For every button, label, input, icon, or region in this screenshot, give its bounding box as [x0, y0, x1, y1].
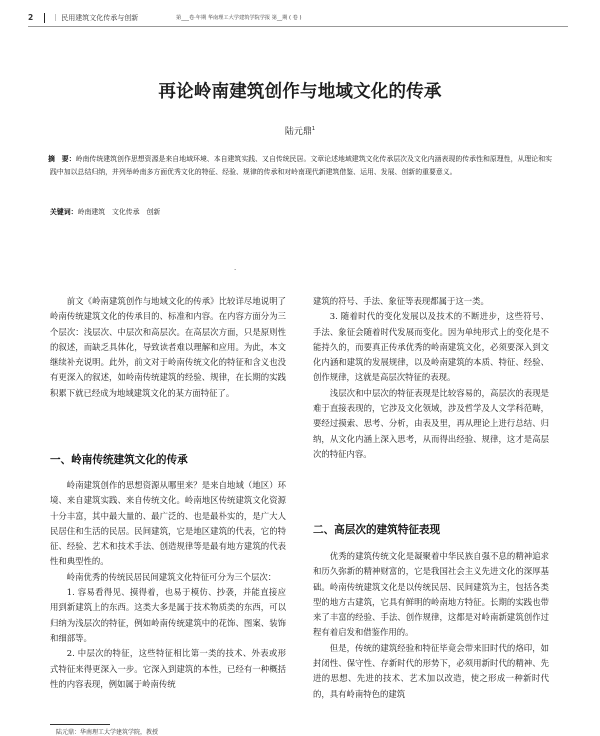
paragraph: 1. 容易看得见、摸得着，也易于模仿、抄袭，并能直接应用到新建筑上的东西。这类大多是属于技术物质类的东西，可以归纳为浅层次的特征，例如岭南传统建筑中的花饰、图案、装饰和细部等。: [50, 587, 286, 643]
paragraph: 建筑的符号、手法、象征等表现都属于这一类。: [313, 296, 489, 306]
author-mark: 1: [311, 126, 316, 132]
issue-info: 第___卷·年期 华南理工大学建筑学院学报 第__期 ( 卷 ): [176, 15, 302, 21]
paragraph: 岭南优秀的传统民居民间建筑文化特征可分为三个层次：: [66, 571, 277, 582]
section-heading-2: 二、高层次的建筑特征表现: [313, 524, 441, 536]
paragraph: 但是，传统的建筑经验和特征毕竟会带来旧时代的烙印，如封闭性、保守性、存新时代的形势下，必须用新时代的精神、先进的思想、先进的技术、艺术加以改造，使之形成一种新时代的，具有岭南特色的建筑: [313, 642, 549, 699]
abstract-label: 摘 要：: [48, 155, 76, 163]
keywords: [50, 206, 552, 218]
paragraph: 3. 随着时代的变化发展以及技术的不断进步，这些符号、手法、象征会随着时代发展而变化。因为单纯形式上的变化是不能持久的，而要真正传承优秀的岭南建筑文化，必须要深入到文化内涵和建筑的发展规律，以及岭南建筑的本质、特征、经验、创作规律，这就是高层次特征的表现。: [313, 311, 549, 383]
paragraph: 优秀的建筑传统文化是凝聚着中华民族自强不息的精神追求和历久弥新的精神财富的，它是我国社会主义先进文化的深厚基础。岭南传统建筑文化是以传统民居、民间建筑为主，包括各类型的地方古建筑，它具有鲜明的岭南地方特征。长期的实践也带来了丰富的经验、手法、创作规律，这都是对岭南新建筑创作过程有着启发和借鉴作用的。: [313, 551, 549, 638]
left-column-intro: [50, 294, 286, 401]
running-header: [28, 11, 568, 25]
article-title: 再论岭南建筑创作与地域文化的传承: [158, 82, 442, 102]
header-divider: [44, 13, 45, 23]
keywords-text: 岭南建筑 文化传承 创新: [77, 208, 161, 216]
paragraph: 浅层次和中层次的特征表现是比较容易的，高层次的表现是难于直接表现的，它涉及文化领域，涉及哲学及人文学科范畴，要经过摸索、思考、分析，由表及里，再从理论上进行总结、归纳，从文化内涵上深入思考，从而得出经验、规律，这才是高层次的特征内容。: [313, 387, 549, 459]
author-name: 陆元鼎: [284, 127, 312, 137]
section-heading-1: 一、岭南传统建筑文化的传承: [50, 454, 188, 466]
intro-paragraph: 前文《岭南建筑创作与地域文化的传承》比较详尽地说明了岭南传统建筑文化的传承目的、标准和内容。在内容方面分为三个层次：浅层次、中层次和高层次。在高层次方面，只是原则性的叙述，而缺乏具体化，导致读者难以理解和应用。为此，本文继续补充说明。此外，前文对于岭南传统文化的特征和含义也没有更深入的叙述，如岭南传统建筑的经验、规律，在长期的实践积累下就已经成为地域建筑文化的某方面特征了。: [50, 296, 286, 398]
author-line: [240, 124, 360, 137]
paragraph: 2. 中层次的特征，这些特征相比第一类的技术、外表或形式特征来得更深入一步。它深入到建筑的本性，已经有一种概括性的内容表现，例如属于岭南传统: [50, 648, 286, 689]
right-column-section2: [313, 549, 549, 702]
right-column-top: [313, 294, 549, 462]
header-rule: [28, 26, 568, 27]
separator-dot: ·: [234, 266, 237, 274]
page-number: 2: [28, 13, 34, 22]
footnote: 陆元鼎：华南理工大学建筑学院，教授: [56, 729, 159, 736]
footnote-rule: [50, 724, 110, 725]
abstract: [50, 153, 552, 180]
journal-name: ｜ 民用建筑文化传承与创新: [52, 14, 139, 22]
keywords-label: 关键词：: [50, 208, 78, 216]
paragraph: 岭南建筑创作的思想资源从哪里来？是来自地域（地区）环境、来自建筑实践、来自传统文化。岭南地区传统建筑文化资源十分丰富，其中最大量的、最广泛的、也是最朴实的，是广大人民居住和生活的民居。民间建筑，它是地区建筑的代表，它的特征、经验、艺术和技术手法、创造规律等是最有地方建筑的代表性和典型性的。: [50, 480, 286, 567]
abstract-text: 岭南传统建筑创作思想资源是来自地域环境、本自建筑实践、又自传统民居。文章论述地域建筑文化传承层次及文化内涵表现的传承性和原理性，从理论和实践中加以总结归纳，并列举岭南多方面优秀文化的特征、经验、规律的传承和对岭南现代新建筑借鉴、运用、发展、创新的重要意义。: [50, 155, 553, 177]
left-column-section1: [50, 478, 286, 692]
